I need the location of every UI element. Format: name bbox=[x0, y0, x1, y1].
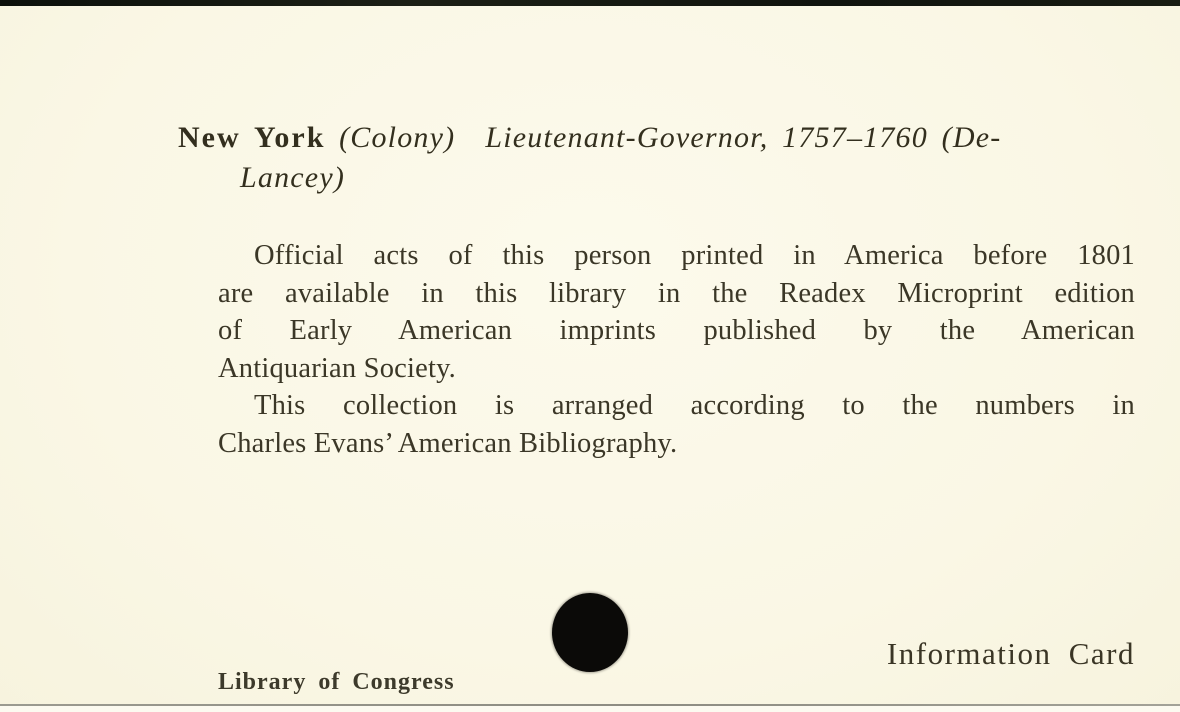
body-line: This collection is arranged according to the numbers in bbox=[254, 390, 1135, 421]
heading-title: Lieutenant-Governor, 1757–1760 (De- bbox=[485, 121, 1002, 154]
heading-title-continuation: Lancey) bbox=[240, 161, 346, 194]
heading-qualifier: (Colony) bbox=[339, 121, 456, 154]
library-of-congress-label: Library of Congress bbox=[218, 669, 455, 695]
body-line: Official acts of this person printed in America before 1801 bbox=[254, 240, 1135, 271]
card-heading bbox=[178, 118, 1158, 198]
heading-entry-name: New York bbox=[178, 121, 326, 154]
body-line: of Early American imprints published by the American bbox=[218, 315, 1135, 346]
punch-hole bbox=[552, 593, 628, 672]
card-body-text bbox=[218, 237, 1135, 462]
body-line: Antiquarian Society. bbox=[218, 352, 457, 384]
scan-edge-top bbox=[0, 0, 1180, 6]
heading-line-2 bbox=[178, 158, 1158, 198]
information-card-label: Information Card bbox=[886, 636, 1135, 671]
heading-line-1 bbox=[178, 118, 1158, 158]
body-line: Charles Evans’ American Bibliography. bbox=[218, 427, 678, 459]
scan-edge-bottom-strip bbox=[0, 706, 1180, 712]
body-line: are available in this library in the Readex Microprint edition bbox=[218, 277, 1135, 309]
